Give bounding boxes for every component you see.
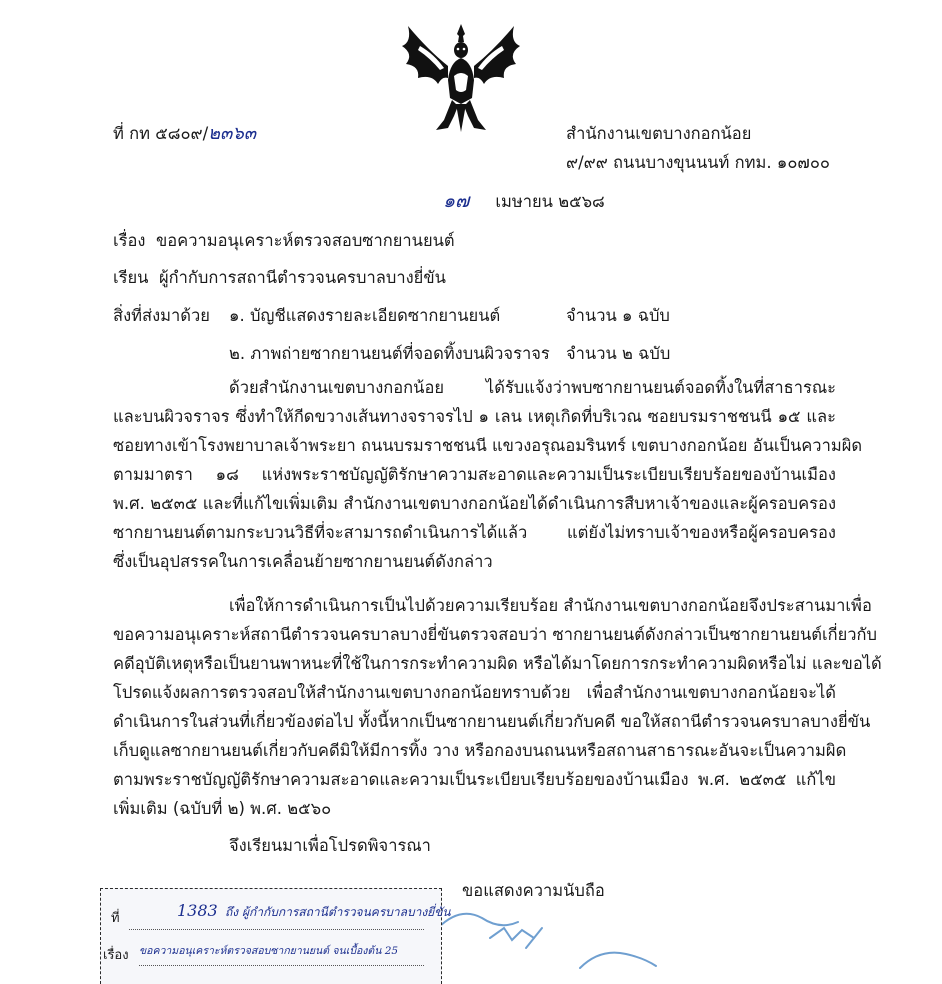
paragraph-1-line: พ.ศ. ๒๕๓๕ และที่แก้ไขเพิ่มเติม สำนักงานเขตบางกอกน้อยได้ดำเนินการสืบหาเจ้าของและผู้ครอบครอง: [113, 494, 836, 513]
subject-label: เรื่อง: [113, 231, 146, 250]
date-month-year: เมษายน ๒๕๖๘: [495, 192, 605, 211]
stamp-no-label: ที่: [111, 911, 120, 926]
stamp-dotted-line: [139, 965, 424, 966]
office-name: สำนักงานเขตบางกอกน้อย: [566, 124, 752, 143]
reference-number: [113, 124, 256, 144]
enclosure-item-1-qty: จำนวน ๑ ฉบับ: [566, 306, 670, 325]
paragraph-2-line: ตามพระราชบัญญัติรักษาความสะอาดและความเป็นระเบียบเรียบร้อยของบ้านเมือง พ.ศ. ๒๕๓๕ แก้ไข: [113, 770, 836, 789]
paragraph-1-line: ซอยทางเข้าโรงพยาบาลเจ้าพระยา ถนนบรมราชชนนี แขวงอรุณอมรินทร์ เขตบางกอกน้อย อันเป็นความผิด: [113, 436, 863, 455]
signature-scribble: [430, 888, 670, 978]
enclosures-label: สิ่งที่ส่งมาด้วย: [113, 306, 210, 325]
paragraph-2-line: คดีอุบัติเหตุหรือเป็นยานพาหนะที่ใช้ในการกระทำความผิด หรือได้มาโดยการกระทำความผิดหรือไม่ และขอได้: [113, 654, 882, 673]
paragraph-1-line: ด้วยสำนักงานเขตบางกอกน้อย ได้รับแจ้งว่าพบซากยานยนต์จอดทิ้งในที่สาธารณะ: [229, 378, 836, 397]
closing-line: จึงเรียนมาเพื่อโปรดพิจารณา: [229, 836, 431, 855]
recipient-label: เรียน: [113, 268, 149, 287]
stamp-dotted-line: [129, 929, 424, 930]
stamp-to-handwritten: ถึง ผู้กำกับการสถานีตำรวจนครบาลบางยี่ขัน: [225, 905, 451, 919]
paragraph-1-line: ตามมาตรา ๑๘ แห่งพระราชบัญญัติรักษาความสะอาดและความเป็นระเบียบเรียบร้อยของบ้านเมือง: [113, 465, 836, 484]
paragraph-2-line: โปรดแจ้งผลการตรวจสอบให้สำนักงานเขตบางกอกน้อยทราบด้วย เพื่อสำนักงานเขตบางกอกน้อยจะได้: [113, 683, 836, 702]
reference-handwritten-number: ๒๓๖๓: [208, 123, 257, 144]
recipient-text: ผู้กำกับการสถานีตำรวจนครบาลบางยี่ขัน: [158, 268, 446, 287]
date-day-handwritten: ๑๗: [443, 190, 470, 212]
enclosure-item-2-qty: จำนวน ๒ ฉบับ: [566, 344, 671, 363]
garuda-emblem-icon: [398, 20, 524, 136]
recipient-line: [113, 268, 446, 288]
paragraph-2-line: เพื่อให้การดำเนินการเป็นไปด้วยความเรียบร้อย สำนักงานเขตบางกอกน้อยจึงประสานมาเพื่อ: [229, 596, 872, 615]
subject-line: [113, 231, 455, 251]
paragraph-2-line: เพิ่มเติม (ฉบับที่ ๒) พ.ศ. ๒๕๖๐: [113, 799, 332, 818]
paragraph-1-line: ซากยานยนต์ตามกระบวนวิธีที่จะสามารถดำเนินการได้แล้ว แต่ยังไม่ทราบเจ้าของหรือผู้ครอบครอง: [113, 523, 836, 542]
office-address: ๙/๙๙ ถนนบางขุนนนท์ กทม. ๑๐๗๐๐: [566, 153, 830, 172]
enclosure-item-2: ๒. ภาพถ่ายซากยานยนต์ที่จอดทิ้งบนผิวจราจร: [229, 344, 550, 363]
paragraph-1-line: ซึ่งเป็นอุปสรรคในการเคลื่อนย้ายซากยานยนต์ดังกล่าว: [113, 552, 493, 571]
subject-text: ขอความอนุเคราะห์ตรวจสอบซากยานยนต์: [155, 231, 455, 250]
respect-line: ขอแสดงความนับถือ: [462, 881, 605, 900]
paragraph-1-line: และบนผิวจราจร ซึ่งทำให้กีดขวางเส้นทางจราจรไป ๑ เลน เหตุเกิดที่บริเวณ ซอยบรมราชชนนี ๑๕ และ: [113, 407, 836, 426]
stamp-no-handwritten: 1383: [177, 901, 218, 920]
stamp-subject-label: เรื่อง: [103, 948, 129, 963]
paragraph-2-line: ดำเนินการในส่วนที่เกี่ยวข้องต่อไป ทั้งนี้หากเป็นซากยานยนต์เกี่ยวกับคดี ขอให้สถานีตำรวจนครบาลบางยี่ขัน: [113, 712, 871, 731]
receiving-stamp: [100, 888, 451, 984]
paragraph-2-line: ขอความอนุเคราะห์สถานีตำรวจนครบาลบางยี่ขันตรวจสอบว่า ซากยานยนต์ดังกล่าวเป็นซากยานยนต์เกี่ยวกับ: [113, 625, 878, 644]
letter-date: [443, 191, 605, 212]
enclosure-item-1: ๑. บัญชีแสดงรายละเอียดซากยานยนต์: [229, 306, 501, 325]
stamp-subject-handwritten: ขอความอนุเคราะห์ตรวจสอบซากยานยนต์ จนเบื้องต้น 25: [139, 945, 399, 957]
reference-prefix: ที่ กท ๕๘๐๙/: [113, 124, 209, 143]
paragraph-2-line: เก็บดูแลซากยานยนต์เกี่ยวกับคดีมิให้มีการทิ้ง วาง หรือกองบนถนนหรือสถานสาธารณะอันจะเป็นความผิด: [113, 741, 847, 760]
